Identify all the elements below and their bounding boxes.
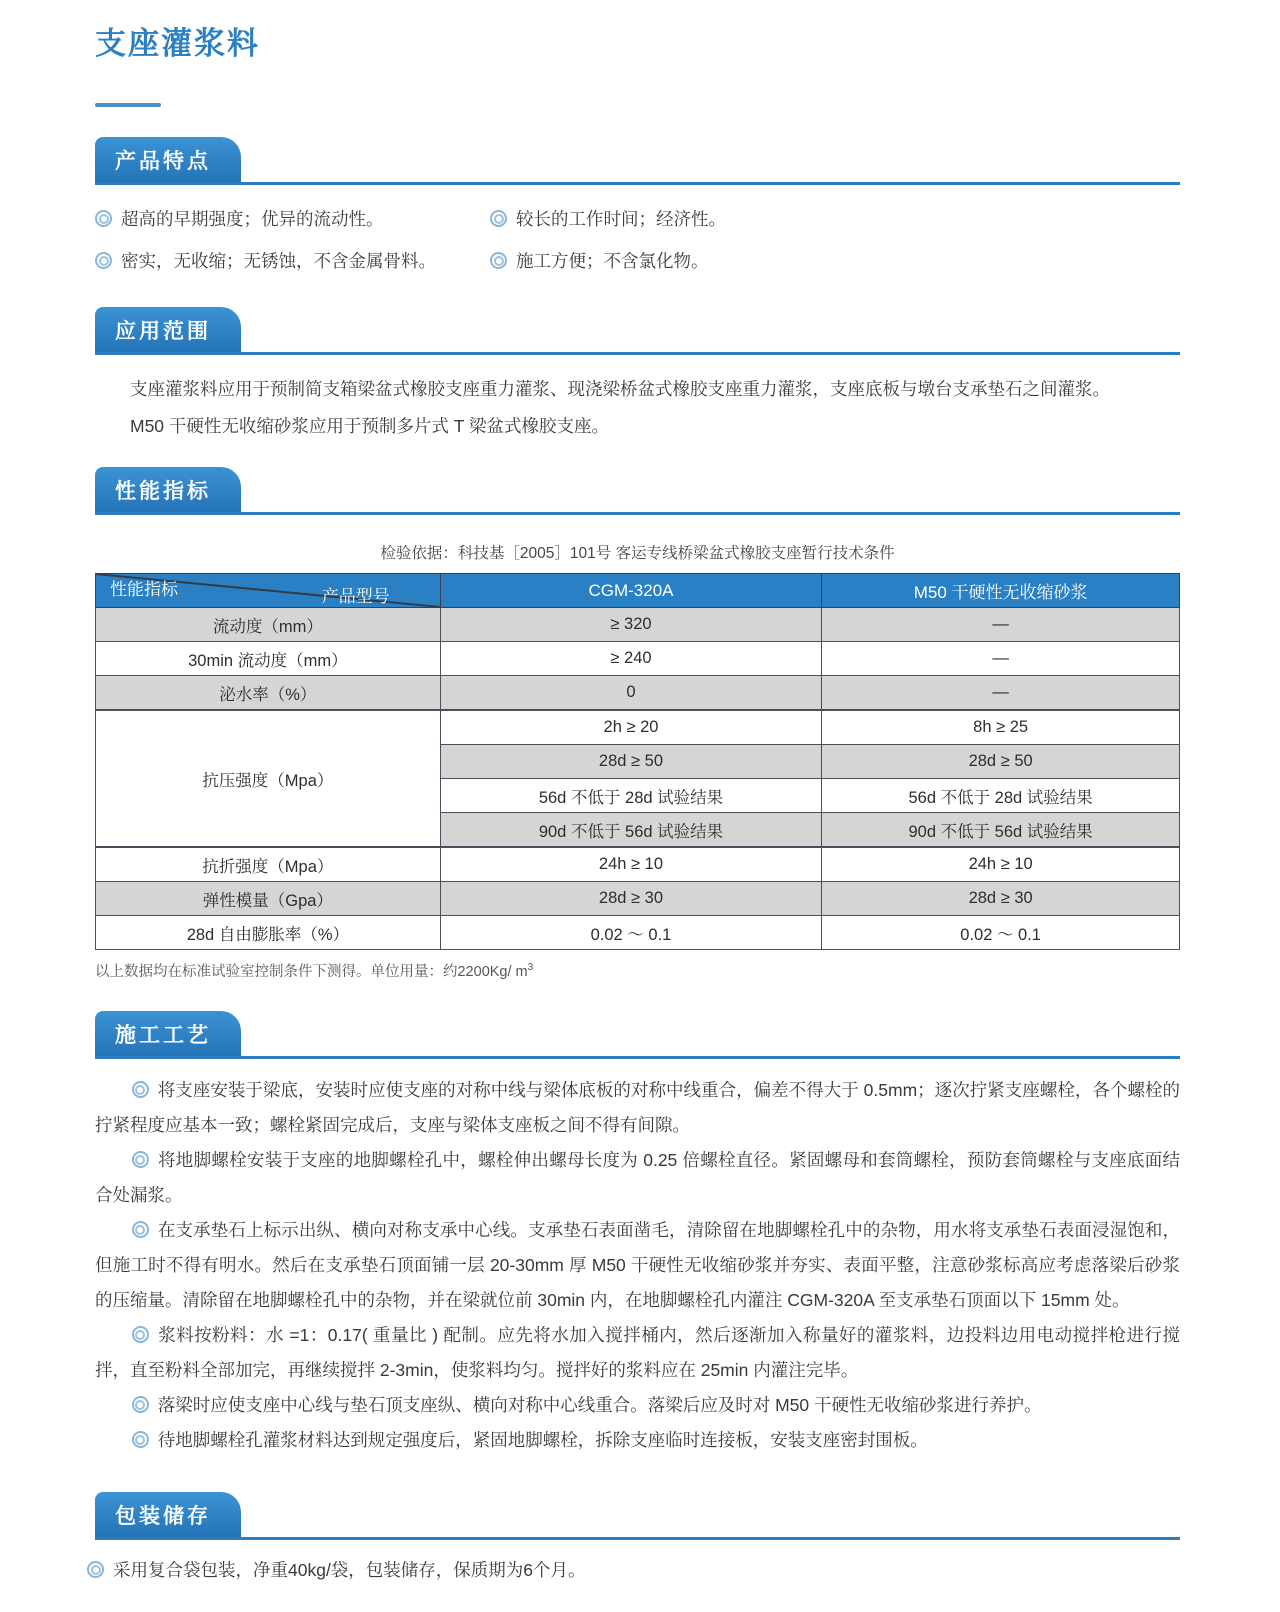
- table-row: [96, 608, 1180, 642]
- section-badge-performance: 性能指标: [95, 467, 241, 512]
- construction-step: [95, 1423, 1180, 1458]
- ring-bullet-icon: [132, 1221, 149, 1238]
- cell-value: 56d 不低于 28d 试验结果: [822, 779, 1180, 813]
- cell-value: 90d 不低于 56d 试验结果: [822, 813, 1180, 848]
- row-label: 28d 自由膨胀率（%）: [96, 916, 441, 950]
- table-row: [96, 710, 1180, 745]
- cell-value: 8h ≥ 25: [822, 710, 1180, 745]
- section-packaging: [95, 1492, 1180, 1586]
- list-item: [95, 245, 490, 277]
- page-title: 支座灌浆料: [95, 26, 260, 61]
- column-header-cgm320a: CGM-320A: [440, 574, 822, 608]
- table-footnote: [95, 960, 1180, 981]
- cell-value: 56d 不低于 28d 试验结果: [440, 779, 822, 813]
- cell-value: 24h ≥ 10: [440, 847, 822, 882]
- section-badge-construction: 施工工艺: [95, 1011, 241, 1056]
- footnote-text: 以上数据均在标准试验室控制条件下测得。单位用量：约2200Kg/ m: [95, 964, 528, 980]
- section-badge-features: 产品特点: [95, 137, 241, 182]
- step-text: 将地脚螺栓安装于支座的地脚螺栓孔中，螺栓伸出螺母长度为 0.25 倍螺栓直径。紧固螺母和套筒螺栓，预防套筒螺栓与支座底面结合处漏浆。: [95, 1150, 1180, 1205]
- section-head-rule: [95, 1011, 1180, 1059]
- table-row: [96, 676, 1180, 711]
- ring-bullet-icon: [95, 210, 112, 227]
- cell-value: 2h ≥ 20: [440, 710, 822, 745]
- test-basis-line: 检验依据：科技基［2005］101号 客运专线桥梁盆式橡胶支座暂行技术条件: [380, 545, 895, 562]
- table-row: [96, 882, 1180, 916]
- list-item: [490, 245, 1180, 277]
- cell-value: —: [822, 676, 1180, 711]
- section-badge-packaging: 包装储存: [95, 1492, 241, 1537]
- application-line: 支座灌浆料应用于预制简支箱梁盆式橡胶支座重力灌浆、现浇梁桥盆式橡胶支座重力灌浆，支座底板与墩台支承垫石之间灌浆。: [130, 379, 1110, 399]
- step-text: 将支座安装于梁底，安装时应使支座的对称中线与梁体底板的对称中线重合，偏差不得大于 0.5mm；逐次拧紧支座螺栓，各个螺栓的拧紧程度应基本一致；螺栓紧固完成后，支座与梁体支座板之间不得有间隙。: [95, 1080, 1180, 1135]
- construction-steps: [95, 1073, 1180, 1458]
- cell-value: 0: [440, 676, 822, 711]
- ring-bullet-icon: [95, 252, 112, 269]
- cell-value: ≥ 240: [440, 642, 822, 676]
- ring-bullet-icon: [490, 252, 507, 269]
- packaging-line: [87, 1554, 1180, 1586]
- ring-bullet-icon: [132, 1326, 149, 1343]
- section-head-rule: [95, 307, 1180, 355]
- cell-value: —: [822, 642, 1180, 676]
- row-label: 泌水率（%）: [96, 676, 441, 711]
- step-text: 落梁时应使支座中心线与垫石顶支座纵、横向对称中心线重合。落梁后应及时对 M50 干硬性无收缩砂浆进行养护。: [157, 1395, 1042, 1415]
- row-label: 抗折强度（Mpa）: [96, 847, 441, 882]
- section-head-rule: [95, 467, 1180, 515]
- section-head-rule: [95, 137, 1180, 185]
- table-row: [96, 642, 1180, 676]
- footnote-superscript: 3: [527, 962, 534, 974]
- cell-value: 0.02 ～ 0.1: [822, 916, 1180, 950]
- cell-value: 28d ≥ 30: [822, 882, 1180, 916]
- construction-step: [95, 1213, 1180, 1318]
- cell-value: 90d 不低于 56d 试验结果: [440, 813, 822, 848]
- application-text: [95, 371, 1180, 445]
- ring-bullet-icon: [132, 1431, 149, 1448]
- step-text: 待地脚螺栓孔灌浆材料达到规定强度后，紧固地脚螺栓，拆除支座临时连接板，安装支座密封围板。: [157, 1430, 928, 1450]
- list-item: [95, 203, 490, 235]
- corner-label-product-model: 产品型号: [321, 587, 390, 606]
- cell-value: 0.02 ～ 0.1: [440, 916, 822, 950]
- cell-value: 28d ≥ 30: [440, 882, 822, 916]
- cell-value: ≥ 320: [440, 608, 822, 642]
- feature-text: 较长的工作时间；经济性。: [516, 209, 726, 229]
- section-features: [95, 137, 1180, 277]
- cell-value: —: [822, 608, 1180, 642]
- feature-text: 施工方便；不含氯化物。: [516, 251, 709, 271]
- section-construction: [95, 1011, 1180, 1458]
- row-label: 30min 流动度（mm）: [96, 642, 441, 676]
- section-head-rule: [95, 1492, 1180, 1540]
- section-application: [95, 307, 1180, 445]
- cell-value: 28d ≥ 50: [822, 745, 1180, 779]
- step-text: 浆料按粉料：水 =1：0.17( 重量比 ) 配制。应先将水加入搅拌桶内，然后逐渐加入称量好的灌浆料，边投料边用电动搅拌枪进行搅拌，直至粉料全部加完，再继续搅拌 2-3min，使浆料均匀。搅拌好的浆料应在 25min 内灌注完毕。: [95, 1325, 1180, 1380]
- column-header-m50: M50 干硬性无收缩砂浆: [822, 574, 1180, 608]
- table-header-row: [96, 574, 1180, 608]
- construction-step: [95, 1143, 1180, 1213]
- section-badge-application: 应用范围: [95, 307, 241, 352]
- table-row: [96, 847, 1180, 882]
- packaging-text: 采用复合袋包装，净重40kg/袋，包装储存，保质期为6个月。: [113, 1560, 586, 1580]
- performance-table: [95, 573, 1180, 950]
- table-row: [96, 916, 1180, 950]
- corner-header-cell: [96, 574, 441, 608]
- ring-bullet-icon: [87, 1561, 104, 1578]
- cell-value: 28d ≥ 50: [440, 745, 822, 779]
- construction-step: [95, 1318, 1180, 1388]
- row-label-compressive: 抗压强度（Mpa）: [96, 710, 441, 847]
- cell-value: 24h ≥ 10: [822, 847, 1180, 882]
- section-performance: [95, 467, 1180, 981]
- row-label: 流动度（mm）: [96, 608, 441, 642]
- ring-bullet-icon: [490, 210, 507, 227]
- row-label: 弹性模量（Gpa）: [96, 882, 441, 916]
- ring-bullet-icon: [132, 1151, 149, 1168]
- construction-step: [95, 1073, 1180, 1143]
- feature-text: 超高的早期强度；优异的流动性。: [121, 209, 384, 229]
- features-list: [95, 203, 1180, 277]
- ring-bullet-icon: [132, 1081, 149, 1098]
- construction-step: [95, 1388, 1180, 1423]
- corner-label-performance-index: 性能指标: [110, 580, 178, 599]
- feature-text: 密实，无收缩；无锈蚀，不含金属骨料。: [121, 251, 436, 271]
- application-line: M50 干硬性无收缩砂浆应用于预制多片式 T 梁盆式橡胶支座。: [130, 416, 610, 436]
- step-text: 在支承垫石上标示出纵、横向对称支承中心线。支承垫石表面凿毛，清除留在地脚螺栓孔中的杂物，用水将支承垫石表面浸湿饱和，但施工时不得有明水。然后在支承垫石顶面铺一层 20-30mm 厚 M50 干硬性无收缩砂浆并夯实、表面平整，注意砂浆标高应考虑落梁后砂浆的压缩量。清除留在地脚螺栓孔中的杂物，并在梁就位前 30min 内，在地脚螺栓孔内灌注 CGM-320A 至支承垫石顶面以下 15mm 处。: [95, 1220, 1180, 1310]
- title-underline: [95, 103, 161, 107]
- list-item: [490, 203, 1180, 235]
